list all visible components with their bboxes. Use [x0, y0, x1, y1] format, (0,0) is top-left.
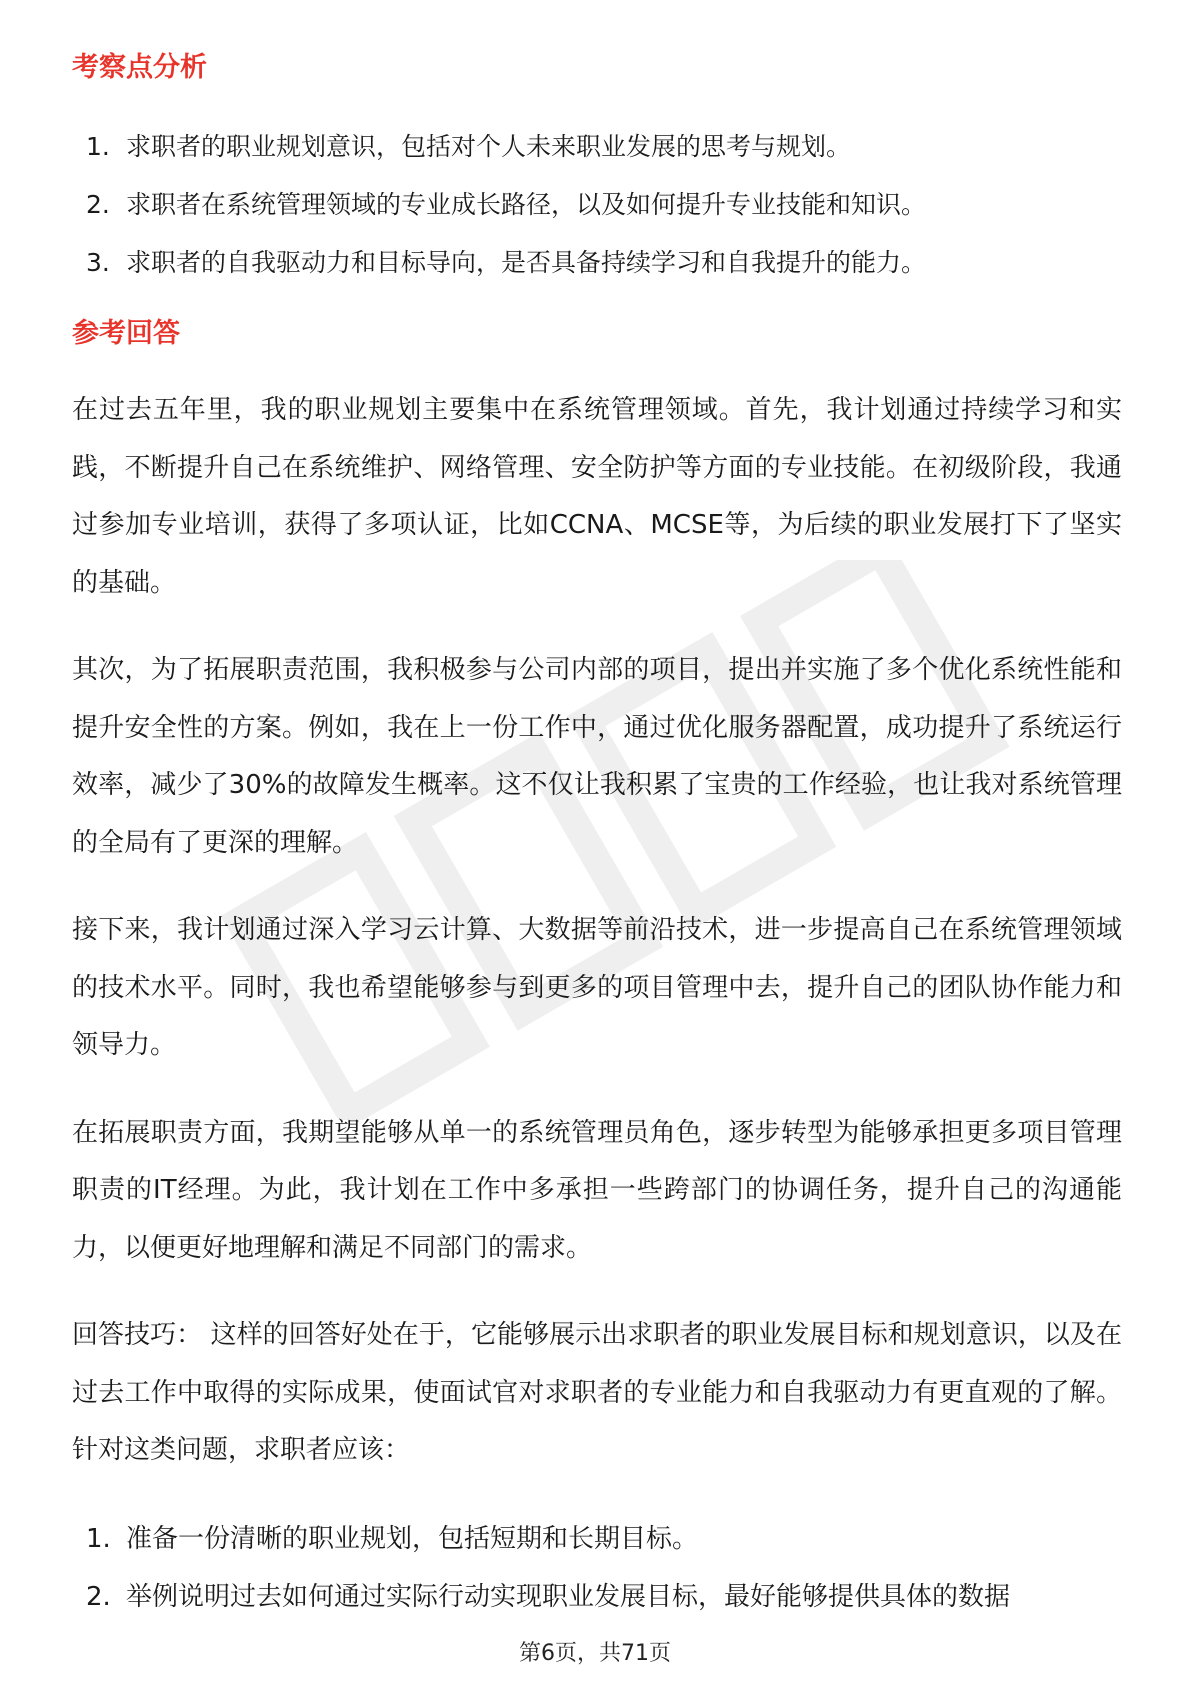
list-item: [72, 234, 1122, 292]
list-item-text: 求职者的自我驱动力和目标导向，是否具备持续学习和自我提升的能力。: [126, 248, 927, 277]
answer-paragraph: 接下来，我计划通过深入学习云计算、大数据等前沿技术，进一步提高自己在系统管理领域的技术水平。同时，我也希望能够参与到更多的项目管理中去，提升自己的团队协作能力和领导力。: [72, 915, 1122, 1060]
list-item: [72, 118, 1122, 176]
list-number: 1.: [86, 1523, 111, 1554]
list-item: [72, 1510, 1122, 1568]
tips-list: [72, 1510, 1122, 1626]
list-item-text: 举例说明过去如何通过实际行动实现职业发展目标，最好能够提供具体的数据: [126, 1581, 1011, 1612]
page-footer: 第6页，共71页: [519, 1641, 671, 1666]
list-number: 2.: [86, 1581, 111, 1612]
analysis-points-list: [72, 118, 1122, 292]
section-heading-analysis: 考察点分析: [72, 52, 207, 83]
section-heading-reference-answer: 参考回答: [72, 318, 180, 349]
document-page: [72, 40, 1122, 1626]
list-item-text: 准备一份清晰的职业规划，包括短期和长期目标。: [126, 1523, 699, 1554]
list-number: 1.: [86, 132, 110, 161]
answer-paragraph: 在拓展职责方面，我期望能够从单一的系统管理员角色，逐步转型为能够承担更多项目管理职责的IT经理。为此，我计划在工作中多承担一些跨部门的协调任务，提升自己的沟通能力，以便更好地理解和满足不同部门的需求。: [72, 1117, 1122, 1263]
answer-tips-paragraph: 回答技巧： 这样的回答好处在于，它能够展示出求职者的职业发展目标和规划意识，以及在过去工作中取得的实际成果，使面试官对求职者的专业能力和自我驱动力有更直观的了解。针对这类问题，求职者应该：: [72, 1320, 1122, 1465]
list-number: 2.: [86, 190, 110, 219]
list-item-text: 求职者在系统管理领域的专业成长路径，以及如何提升专业技能和知识。: [126, 190, 927, 219]
answer-paragraph: 在过去五年里，我的职业规划主要集中在系统管理领域。首先，我计划通过持续学习和实践，不断提升自己在系统维护、网络管理、安全防护等方面的专业技能。在初级阶段，我通过参加专业培训，获得了多项认证，比如CCNA、MCSE等，为后续的职业发展打下了坚实的基础。: [72, 395, 1122, 598]
answer-paragraph: 其次，为了拓展职责范围，我积极参与公司内部的项目，提出并实施了多个优化系统性能和提升安全性的方案。例如，我在上一份工作中，通过优化服务器配置，成功提升了系统运行效率，减少了30%的故障发生概率。这不仅让我积累了宝贵的工作经验，也让我对系统管理的全局有了更深的理解。: [72, 655, 1122, 858]
list-item: [72, 176, 1122, 234]
list-number: 3.: [86, 248, 110, 277]
list-item-text: 求职者的职业规划意识，包括对个人未来职业发展的思考与规划。: [126, 132, 852, 161]
list-item: [72, 1568, 1122, 1626]
